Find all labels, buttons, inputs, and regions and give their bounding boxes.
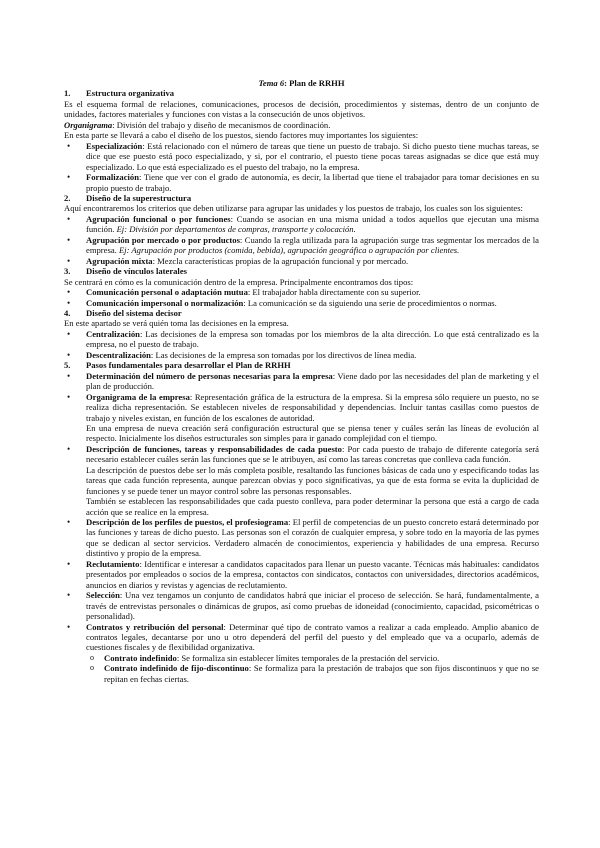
section-2-intro: Aquí encontraremos los criterios que deben utilizarse para agrupar las unidades y los puestos de trabajo, los cuales son los siguientes:	[64, 203, 523, 214]
title-rest: : Plan de RRHH	[284, 78, 345, 88]
list-item: • Agrupación por mercado o por productos: Cuando la regla utilizada para la agrupación surge tras segmentar los mercados de la empresa. Ej: Agrupación por productos (comida, bebida), agrupación geográfica o agrupación por clientes.	[64, 235, 539, 256]
list-item: • Formalización: Tiene que ver con el grado de autonomía, es decir, la libertad que tiene el trabajador para tomar decisiones en su propio puesto de trabajo.	[64, 172, 539, 193]
section-1-list	[64, 141, 539, 193]
section-1-lead: En esta parte se llevará a cabo el diseño de los puestos, siendo factores muy importantes los siguientes:	[64, 130, 419, 141]
sub-list-item: o Contrato indefinido: Se formaliza sin establecer límites temporales de la prestación del servicio.	[64, 653, 539, 663]
list-item: • Comunicación impersonal o normalización: La comunicación se da siguiendo una serie de procedimientos o normas.	[64, 298, 539, 308]
list-item: • Especialización: Está relacionado con el número de tareas que tiene un puesto de trabajo. Si dicho puesto tiene muchas tareas, se dice que ese puesto está poco especializado, y si, por el contrario, el puesto tiene pocas tareas asignadas se dice que está muy especializado. Lo que está especializado es el puesto del trabajo, no la empresa.	[64, 141, 539, 172]
list-item: • Determinación del número de personas necesarias para la empresa: Viene dado por las necesidades del plan de marketing y el plan de producción.	[64, 371, 539, 392]
descripcion-continuation-1: La descripción de puestos debe ser lo más completa posible, resaltando las funciones básicas de cada uno y especificando todas las tareas que cada función representa, aunque parezcan obvias y poco significativas, ya que de esta forma se evita la duplicidad de funciones y se puede tener un mayor control sobre las personas responsables.	[86, 464, 539, 496]
list-item: • Comunicación personal o adaptación mutua: El trabajador habla directamente con su superior.	[64, 287, 539, 297]
document-page	[64, 78, 539, 684]
section-4-heading: 4. Diseño del sistema decisor	[64, 307, 182, 318]
list-item: • Descripción de funciones, tareas y responsabilidades de cada puesto: Por cada puesto de trabajo de diferente categoría será necesario establecer cuáles serán las funciones que se le atribuyen, así como las tareas concretas que conlleva cada función.	[64, 444, 539, 465]
list-item: • Reclutamiento: Identificar e interesar a candidatos capacitados para llenar un puesto vacante. Técnicas más habituales: candidatos presentados por empleados o socios de la empresa, contactos con sindicatos, contactos con universidades, directorios académicos, anuncios en diarios y revistas y agencias de reclutamiento.	[64, 559, 539, 590]
list-item: • Agrupación mixta: Mezcla características propias de la agrupación funcional y por mercado.	[64, 256, 539, 266]
sub-list-item: o Contrato indefinido de fijo-discontinuo: Se formaliza para la prestación de trabajos que son fijos discontinuos y que no se repitan en fechas ciertas.	[64, 663, 539, 684]
list-item: • Centralización: Las decisiones de la empresa son tomadas por los miembros de la alta dirección. Lo que está centralizado es la empresa, no el puesto de trabajo.	[64, 329, 539, 350]
section-2-list	[64, 214, 539, 266]
section-5-list-rest	[64, 517, 539, 684]
section-5-heading: 5. Pasos fundamentales para desarrollar el Plan de RRHH	[64, 360, 291, 371]
section-4-intro: En este apartado se verá quién toma las decisiones en la empresa.	[64, 318, 289, 329]
list-item: • Contratos y retribución del personal: Determinar qué tipo de contrato vamos a realizar a cada empleado. Amplio abanico de contratos legales, decantarse por uno u otro dependerá del perfil del puesto y del empleado que va a ocuparlo, además de cuestiones fiscales y de flexibilidad organizativa.	[64, 622, 539, 653]
list-item: • Selección: Una vez tengamos un conjunto de candidatos habrá que iniciar el proceso de selección. Se hará, fundamentalmente, a través de entrevistas personales o dinámicas de grupos, así como pruebas de idoneidad (conocimiento, capacidad, psicométricas o personalidad).	[64, 590, 539, 621]
list-item: • Organigrama de la empresa: Representación gráfica de la estructura de la empresa. Si la empresa sólo requiere un puesto, no se realiza dicha representación. Se establecen niveles de responsabilidad y dependencias. Incluir tantas casillas como puestos de trabajo y niveles existan, en función de los escalones de autoridad.	[64, 392, 539, 423]
organigrama-continuation: En una empresa de nueva creación será configuración estructural que se piensa tener y cuáles serán las líneas de evolución al respecto. Inicialmente los diseños estructurales son simples para ir ganado complejidad con el tiempo.	[86, 422, 539, 444]
organigrama-definition: Organigrama: División del trabajo y diseño de mecanismos de coordinación.	[64, 119, 331, 130]
list-item: • Agrupación funcional o por funciones: Cuando se asocian en una misma unidad a todos aquellos que ejecutan una misma función. Ej: División por departamentos de compras, transporte y colocación.	[64, 214, 539, 235]
section-5-list-cont	[64, 444, 539, 465]
descripcion-continuation-2: También se establecen las responsabilidades que cada puesto conlleva, para poder determinar la persona que está a cargo de cada acción que se realice en la empresa.	[86, 496, 539, 517]
title-topic: Tema 6	[258, 78, 285, 88]
page-title	[64, 78, 539, 88]
section-2-heading: 2. Diseño de la superestructura	[64, 192, 192, 203]
list-item: • Descripción de los perfiles de puestos, el profesiograma: El perfil de competencias de un puesto concreto estará determinado por las funciones y tareas de dicho puesto. Las personas son el corazón de cualquier empresa, y sobre todo en la mayoría de las pymes que se dedican al sector servicios. Verdadero almacén de conocimientos, experiencia y habilidades de una empresa. Recurso distintivo y propio de la empresa.	[64, 517, 539, 559]
section-3-list	[64, 287, 539, 308]
section-5-list	[64, 371, 539, 423]
section-3-heading: 3. Diseño de vínculos laterales	[64, 266, 187, 277]
section-1-intro: Es el esquema formal de relaciones, comunicaciones, procesos de decisión, procedimientos y sistemas, dentro de un conjunto de unidades, factores materiales y funciones con vistas a la consecución de unos objetivos.	[64, 98, 539, 120]
section-4-list	[64, 329, 539, 360]
list-item: • Descentralización: Las decisiones de la empresa son tomadas por los directivos de línea media.	[64, 350, 539, 360]
section-3-intro: Se centrará en cómo es la comunicación dentro de la empresa. Principalmente encontramos dos tipos:	[64, 276, 414, 287]
section-1-heading: 1. Estructura organizativa	[64, 88, 175, 99]
